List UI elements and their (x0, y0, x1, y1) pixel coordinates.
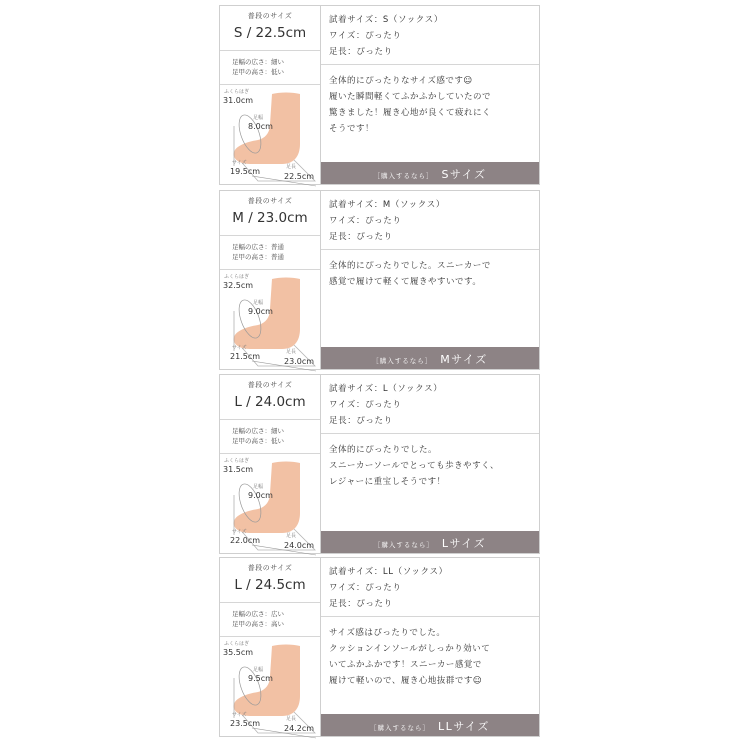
wise-fit-text: ワイズ：ぴったり (329, 400, 402, 410)
width-label: 足幅 (253, 667, 264, 673)
fitting-review-card (219, 557, 540, 737)
sole-value: 22.0cm (230, 536, 261, 545)
foot-shape-box (220, 603, 320, 637)
width-label: 足幅 (253, 115, 264, 121)
recommended-size: Sサイズ (441, 168, 487, 181)
length-fit-text: 足長：ぴったり (329, 232, 393, 242)
usual-size-caption: 普段のサイズ (247, 564, 293, 572)
fitting-review-card (219, 374, 540, 554)
calf-value: 31.5cm (223, 465, 254, 474)
recommended-size: Mサイズ (440, 353, 488, 366)
foot-measurements (220, 638, 320, 736)
length-value: 23.0cm (284, 357, 315, 366)
review-comment: 全体的にぴったりなサイズ感です☺ 履いた瞬間軽くてふかふかしていたので 驚きました！履き心地が良くて疲れにく そうです！ (329, 76, 492, 134)
usual-size-value: M / 23.0cm (232, 210, 308, 226)
trial-size-text: 試着サイズ：LL（ソックス） (329, 567, 448, 577)
purchase-prefix: ［購入するなら］ (373, 541, 434, 549)
usual-size-value: S / 22.5cm (233, 25, 307, 41)
fitting-review-card (219, 5, 540, 185)
review-comment: 全体的にぴったりでした。スニーカーで 感覚で履けて軽くて履きやすいです。 (329, 261, 491, 287)
calf-value: 32.5cm (223, 281, 254, 290)
usual-size-box (220, 191, 320, 236)
width-value: 8.0cm (248, 122, 273, 131)
sole-value: 23.5cm (230, 719, 261, 728)
recommended-size-bar (321, 531, 539, 553)
sole-value: 21.5cm (230, 352, 261, 361)
calf-value: 35.5cm (223, 648, 254, 657)
calf-label: ふくらはぎ (224, 641, 250, 647)
width-label: 足幅 (253, 300, 264, 306)
sole-value: 19.5cm (230, 167, 261, 176)
trial-size-text: 試着サイズ：S（ソックス） (329, 15, 444, 25)
recommended-size-bar (321, 714, 539, 736)
foot-width-text: 足幅の広さ：広い (232, 610, 284, 618)
review-comment: サイズ感はぴったりでした。 クッションインソールがしっかり効いて いてふかふかです！スニーカー感覚で 履けて軽いので、履き心地抜群です☺ (329, 628, 491, 686)
purchase-prefix: ［購入するなら］ (372, 357, 433, 365)
foot-shape-box (220, 236, 320, 270)
trial-size-text: 試着サイズ：M（ソックス） (329, 200, 445, 210)
size-info-panel (220, 191, 321, 369)
wise-fit-text: ワイズ：ぴったり (329, 31, 402, 41)
recommended-size: Lサイズ (441, 537, 487, 550)
foot-measurements (220, 271, 320, 369)
foot-width-text: 足幅の広さ：普通 (232, 243, 284, 251)
size-label: サイズ (232, 160, 247, 166)
usual-size-box (220, 375, 320, 420)
length-label: 足長 (286, 164, 297, 170)
usual-size-value: L / 24.0cm (234, 394, 306, 410)
calf-value: 31.0cm (223, 96, 254, 105)
review-panel (321, 558, 539, 736)
trial-spec-box (321, 375, 539, 434)
review-comment: 全体的にぴったりでした。 スニーカーソールでとっても歩きやすく、 レジャーに重宝しそうです！ (329, 445, 499, 487)
purchase-prefix: ［購入するなら］ (373, 172, 434, 180)
size-label: サイズ (232, 345, 247, 351)
length-label: 足長 (286, 349, 297, 355)
purchase-prefix: ［購入するなら］ (370, 724, 431, 732)
foot-width-text: 足幅の広さ：細い (232, 58, 284, 66)
usual-size-caption: 普段のサイズ (247, 12, 293, 20)
review-panel (321, 375, 539, 553)
wise-fit-text: ワイズ：ぴったり (329, 216, 402, 226)
length-label: 足長 (286, 533, 297, 539)
length-value: 24.0cm (284, 541, 315, 550)
usual-size-caption: 普段のサイズ (247, 197, 293, 205)
width-value: 9.0cm (248, 307, 273, 316)
size-label: サイズ (232, 529, 247, 535)
length-value: 24.2cm (284, 724, 315, 733)
review-panel (321, 6, 539, 184)
usual-size-caption: 普段のサイズ (247, 381, 293, 389)
width-value: 9.5cm (248, 674, 273, 683)
length-fit-text: 足長：ぴったり (329, 416, 393, 426)
foot-measurements (220, 455, 320, 553)
foot-measurements (220, 86, 320, 184)
trial-spec-box (321, 191, 539, 250)
size-label: サイズ (232, 712, 247, 718)
trial-size-text: 試着サイズ：L（ソックス） (329, 384, 443, 394)
review-panel (321, 191, 539, 369)
instep-height-text: 足甲の高さ：高い (232, 620, 284, 628)
foot-width-text: 足幅の広さ：細い (232, 427, 284, 435)
recommended-size-bar (321, 347, 539, 369)
fitting-review-card (219, 190, 540, 370)
calf-label: ふくらはぎ (224, 274, 250, 280)
length-value: 22.5cm (284, 172, 315, 181)
usual-size-box (220, 558, 320, 603)
size-info-panel (220, 558, 321, 736)
length-fit-text: 足長：ぴったり (329, 599, 393, 609)
trial-spec-box (321, 558, 539, 617)
size-info-panel (220, 375, 321, 553)
width-value: 9.0cm (248, 491, 273, 500)
instep-height-text: 足甲の高さ：普通 (232, 253, 284, 261)
recommended-size-bar (321, 162, 539, 184)
size-info-panel (220, 6, 321, 184)
instep-height-text: 足甲の高さ：低い (232, 437, 284, 445)
trial-spec-box (321, 6, 539, 65)
instep-height-text: 足甲の高さ：低い (232, 68, 284, 76)
length-fit-text: 足長：ぴったり (329, 47, 393, 57)
length-label: 足長 (286, 716, 297, 722)
recommended-size: LLサイズ (438, 720, 490, 733)
usual-size-value: L / 24.5cm (234, 577, 306, 593)
wise-fit-text: ワイズ：ぴったり (329, 583, 402, 593)
usual-size-box (220, 6, 320, 51)
foot-shape-box (220, 420, 320, 454)
calf-label: ふくらはぎ (224, 458, 250, 464)
calf-label: ふくらはぎ (224, 89, 250, 95)
foot-shape-box (220, 51, 320, 85)
width-label: 足幅 (253, 484, 264, 490)
